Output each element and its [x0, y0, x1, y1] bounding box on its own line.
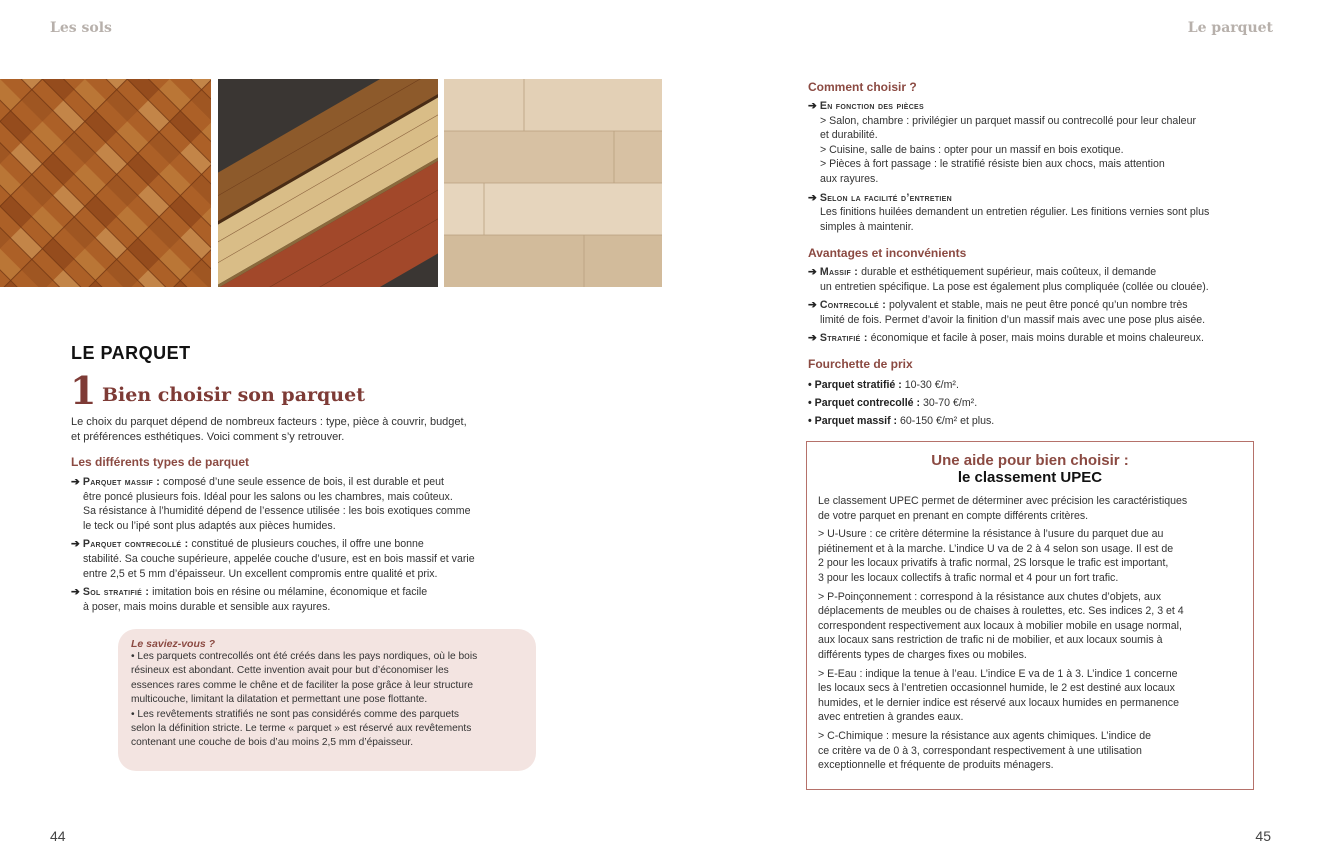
page-number-right: 45: [1255, 828, 1271, 844]
pros-cons-list: [808, 265, 1258, 350]
arrow-icon: ➔: [808, 191, 820, 204]
list-item: ➔ Parquet contrecollé : constitué de plusieurs couches, il offre une bonne stabilité. Sa couche supérieure, appelée couche d’usure, est en bois massif et varie entre 2,5 et 5 mm d’épaisseur. Un excellent compromis entre qualité et prix.: [71, 538, 475, 580]
diagonal-strips-photo: [218, 79, 438, 287]
light-oak-photo: [444, 79, 662, 287]
upec-title-2: le classement UPEC: [957, 469, 1103, 486]
arrow-icon: ➔: [808, 332, 820, 345]
running-head-right: Le parquet: [1187, 20, 1273, 36]
list-item: • Parquet massif : 60-150 €/m² et plus.: [808, 415, 995, 427]
price-list: [808, 376, 1258, 430]
arrow-icon: ➔: [808, 266, 820, 278]
upec-intro: Le classement UPEC permet de déterminer avec précision les caractéristiques de votre parquet en prenant en compte différents critères.: [818, 495, 1188, 522]
upec-criterion-u: > U-Usure : ce critère détermine la résistance à l’usure du parquet due au piétinement et à la marche. L’indice U va de 2 à 4 selon son usage. Il est de 2 pour les locaux privatifs à trafic normal, 2S lorsque le trafic est important, 3 pour les locaux collectifs à trafic normal et 4 pour un fort trafic.: [818, 528, 1174, 584]
intro-paragraph: Le choix du parquet dépend de nombreux facteurs : type, pièce à couvrir, budget, et préférences esthétiques. Voici comment s’y retrouver.: [71, 416, 467, 443]
did-you-know-callout: Le saviez-vous ? • Les parquets contrecollés ont été créés dans les pays nordiques, où le bois résineux est abondant. Cette invention avait pour but d’économiser les essences rares comme le chêne et de faciliter la pose grâce à leur structure multicouche, limitant la dilatation et permettant une pose flottante. • Les revêtements stratifiés ne sont pas considérés comme des parquets selon la définition stricte. Le terme « parquet » est réservé aux revêtements contenant une couche de bois d’au moins 2,5 mm d’épaisseur.: [118, 629, 536, 771]
list-item: • Parquet stratifié : 10-30 €/m².: [808, 379, 959, 391]
choose-heading: Comment choisir ?: [808, 80, 917, 94]
page-number-left: 44: [50, 828, 66, 844]
arrow-icon: ➔: [71, 538, 83, 551]
arrow-icon: ➔: [808, 100, 820, 112]
list-item: ➔ Massif : durable et esthétiquement supérieur, mais coûteux, il demande un entretien spécifique. La pose est également plus compliquée (collée ou clouée).: [808, 266, 1209, 293]
upec-box: [806, 441, 1254, 790]
list-item: ➔ Parquet massif : composé d’une seule essence de bois, il est durable et peut être poncé plusieurs fois. Idéal pour les salons ou les chambres, mais coûteux. Sa résistance à l’humidité dépend de l’essence utilisée : les bois exotiques comme le teck ou l’ipé sont plus adaptés aux pièces humides.: [71, 476, 471, 532]
arrow-icon: ➔: [71, 586, 83, 599]
choose-list: [808, 99, 1258, 238]
upec-criterion-c: > C-Chimique : mesure la résistance aux agents chimiques. L’indice de ce critère va de 0 à 3, correspondant respectivement à une utilisation exceptionnelle et fréquente de produits ménagers.: [818, 729, 1151, 772]
list-item: ➔ Contrecollé : polyvalent et stable, mais ne peut être poncé qu’un nombre très limité de fois. Permet d’avoir la finition d’un massif mais avec une pose plus aisée.: [808, 299, 1206, 326]
upec-title-1: Une aide pour bien choisir :: [931, 452, 1129, 469]
price-heading: Fourchette de prix: [808, 357, 913, 371]
arrow-icon: ➔: [808, 299, 820, 312]
running-head-left: Les sols: [50, 20, 112, 36]
list-item: ➔ Selon la facilité d’entretien Les finitions huilées demandent un entretien régulier. Les finitions vernies sont plus simples à maintenir.: [808, 191, 1210, 233]
arrow-icon: ➔: [71, 476, 83, 488]
types-heading: Les différents types de parquet: [71, 455, 250, 469]
list-item: ➔ En fonction des pièces > Salon, chambre : privilégier un parquet massif ou contrecollé pour leur chaleur et durabilité. > Cuisine, salle de bains : opter pour un massif en bois exotique. > Pièces à fort passage : le stratifié résiste bien aux chocs, mais attention aux rayures.: [808, 100, 1196, 185]
upec-criterion-p: > P-Poinçonnement : correspond à la résistance aux chutes d’objets, aux déplacements de meubles ou de chaises à roulettes, etc. Ses indices 2, 3 et 4 correspondent respectivement aux locaux à mobilier mobile en usage normal, aux locaux sans restriction de trafic ni de mobilier, et aux locaux soumis à différents types de charges fixes ou mobiles.: [818, 590, 1184, 661]
section-title: Bien choisir son parquet: [102, 384, 365, 406]
types-list: [71, 475, 531, 618]
page-title: LE PARQUET: [71, 343, 191, 363]
pros-cons-heading: Avantages et inconvénients: [808, 246, 967, 260]
list-item: ➔ Stratifié : économique et facile à poser, mais moins durable et moins chaleureux.: [808, 332, 1204, 345]
section-number: 1: [70, 368, 97, 413]
callout-title: Le saviez-vous ?: [131, 638, 216, 650]
herringbone-oak-photo: [0, 79, 211, 287]
list-item: ➔ Sol stratifié : imitation bois en résine ou mélamine, économique et facile à poser, mais moins durable et sensible aux rayures.: [71, 586, 428, 613]
list-item: • Parquet contrecollé : 30-70 €/m².: [808, 397, 978, 409]
upec-criterion-e: > E-Eau : indique la tenue à l’eau. L’indice E va de 1 à 3. L’indice 1 concerne les locaux secs à l’entretien occasionnel humide, le 2 est destiné aux locaux humides, et le dernier indice est réservé aux locaux humides en permanence avec entretien à grandes eaux.: [818, 667, 1179, 724]
